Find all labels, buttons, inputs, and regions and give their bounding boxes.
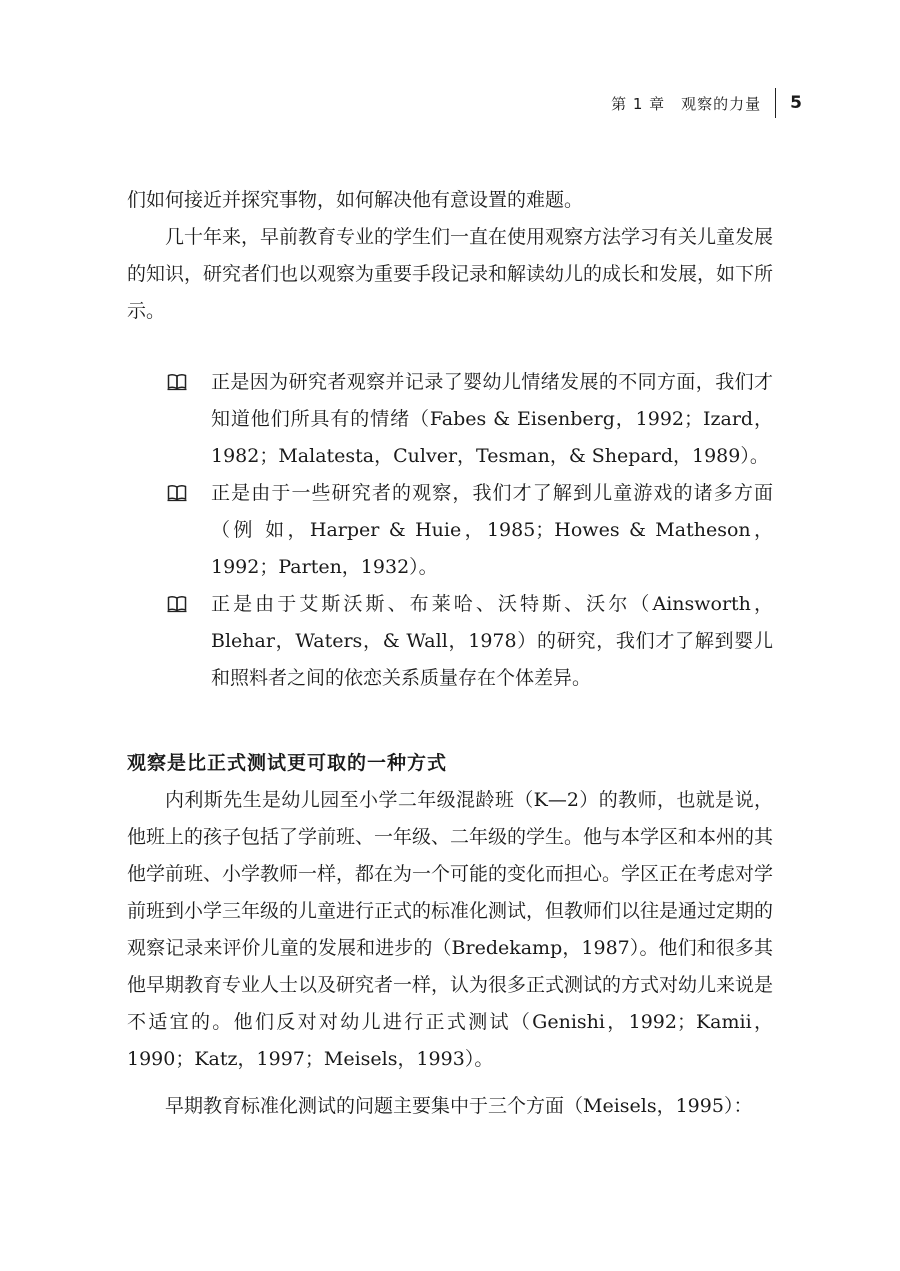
- list-item: [127, 364, 773, 475]
- page-number: 5: [790, 93, 802, 113]
- list-item: [127, 475, 773, 586]
- running-header: [611, 88, 802, 118]
- paragraph-intro: 几十年来，早前教育专业的学生们一直在使用观察方法学习有关儿童发展的知识，研究者们也以观察为重要手段记录和解读幼儿的成长和发展，如下所示。: [127, 226, 774, 322]
- list-item-text: 正是由于一些研究者的观察，我们才了解到儿童游戏的诸多方面（例 如，Harper & Huie，1985；Howes & Matheson，1992；Parten，1932）。: [211, 482, 773, 578]
- paragraph-final: 早期教育标准化测试的问题主要集中于三个方面（Meisels，1995）：: [165, 1095, 753, 1117]
- header-divider: [775, 88, 776, 118]
- list-item-text: 正是因为研究者观察并记录了婴幼儿情绪发展的不同方面，我们才知道他们所具有的情绪（Fabes & Eisenberg，1992；Izard，1982；Malatesta，Culver，Tesman，& Shepard，1989）。: [211, 371, 773, 467]
- list-item: [127, 586, 773, 697]
- book-icon: [167, 595, 187, 613]
- section-heading: 观察是比正式测试更可取的一种方式: [127, 752, 448, 774]
- research-list: [127, 364, 773, 697]
- page-body: [127, 182, 773, 1125]
- book-icon: [167, 484, 187, 502]
- list-item-text: 正是由于艾斯沃斯、布莱哈、沃特斯、沃尔（Ainsworth，Blehar，Waters，& Wall，1978）的研究，我们才了解到婴儿和照料者之间的依恋关系质量存在个体差异。: [211, 593, 773, 689]
- paragraph-continued: 们如何接近并探究事物，如何解决他有意设置的难题。: [127, 189, 584, 211]
- chapter-title: 第 1 章 观察的力量: [611, 94, 762, 113]
- paragraph-main: 内利斯先生是幼儿园至小学二年级混龄班（K—2）的教师，也就是说，他班上的孩子包括了学前班、一年级、二年级的学生。他与本学区和本州的其他学前班、小学教师一样，都在为一个可能的变化而担心。学区正在考虑对学前班到小学三年级的儿童进行正式的标准化测试，但教师们以往是通过定期的观察记录来评价儿童的发展和进步的（Bredekamp，1987）。他们和很多其他早期教育专业人士以及研究者一样，认为很多正式测试的方式对幼儿来说是不适宜的。他们反对对幼儿进行正式测试（Genishi，1992；Kamii，1990；Katz，1997；Meisels，1993）。: [127, 789, 774, 1070]
- book-icon: [167, 373, 187, 391]
